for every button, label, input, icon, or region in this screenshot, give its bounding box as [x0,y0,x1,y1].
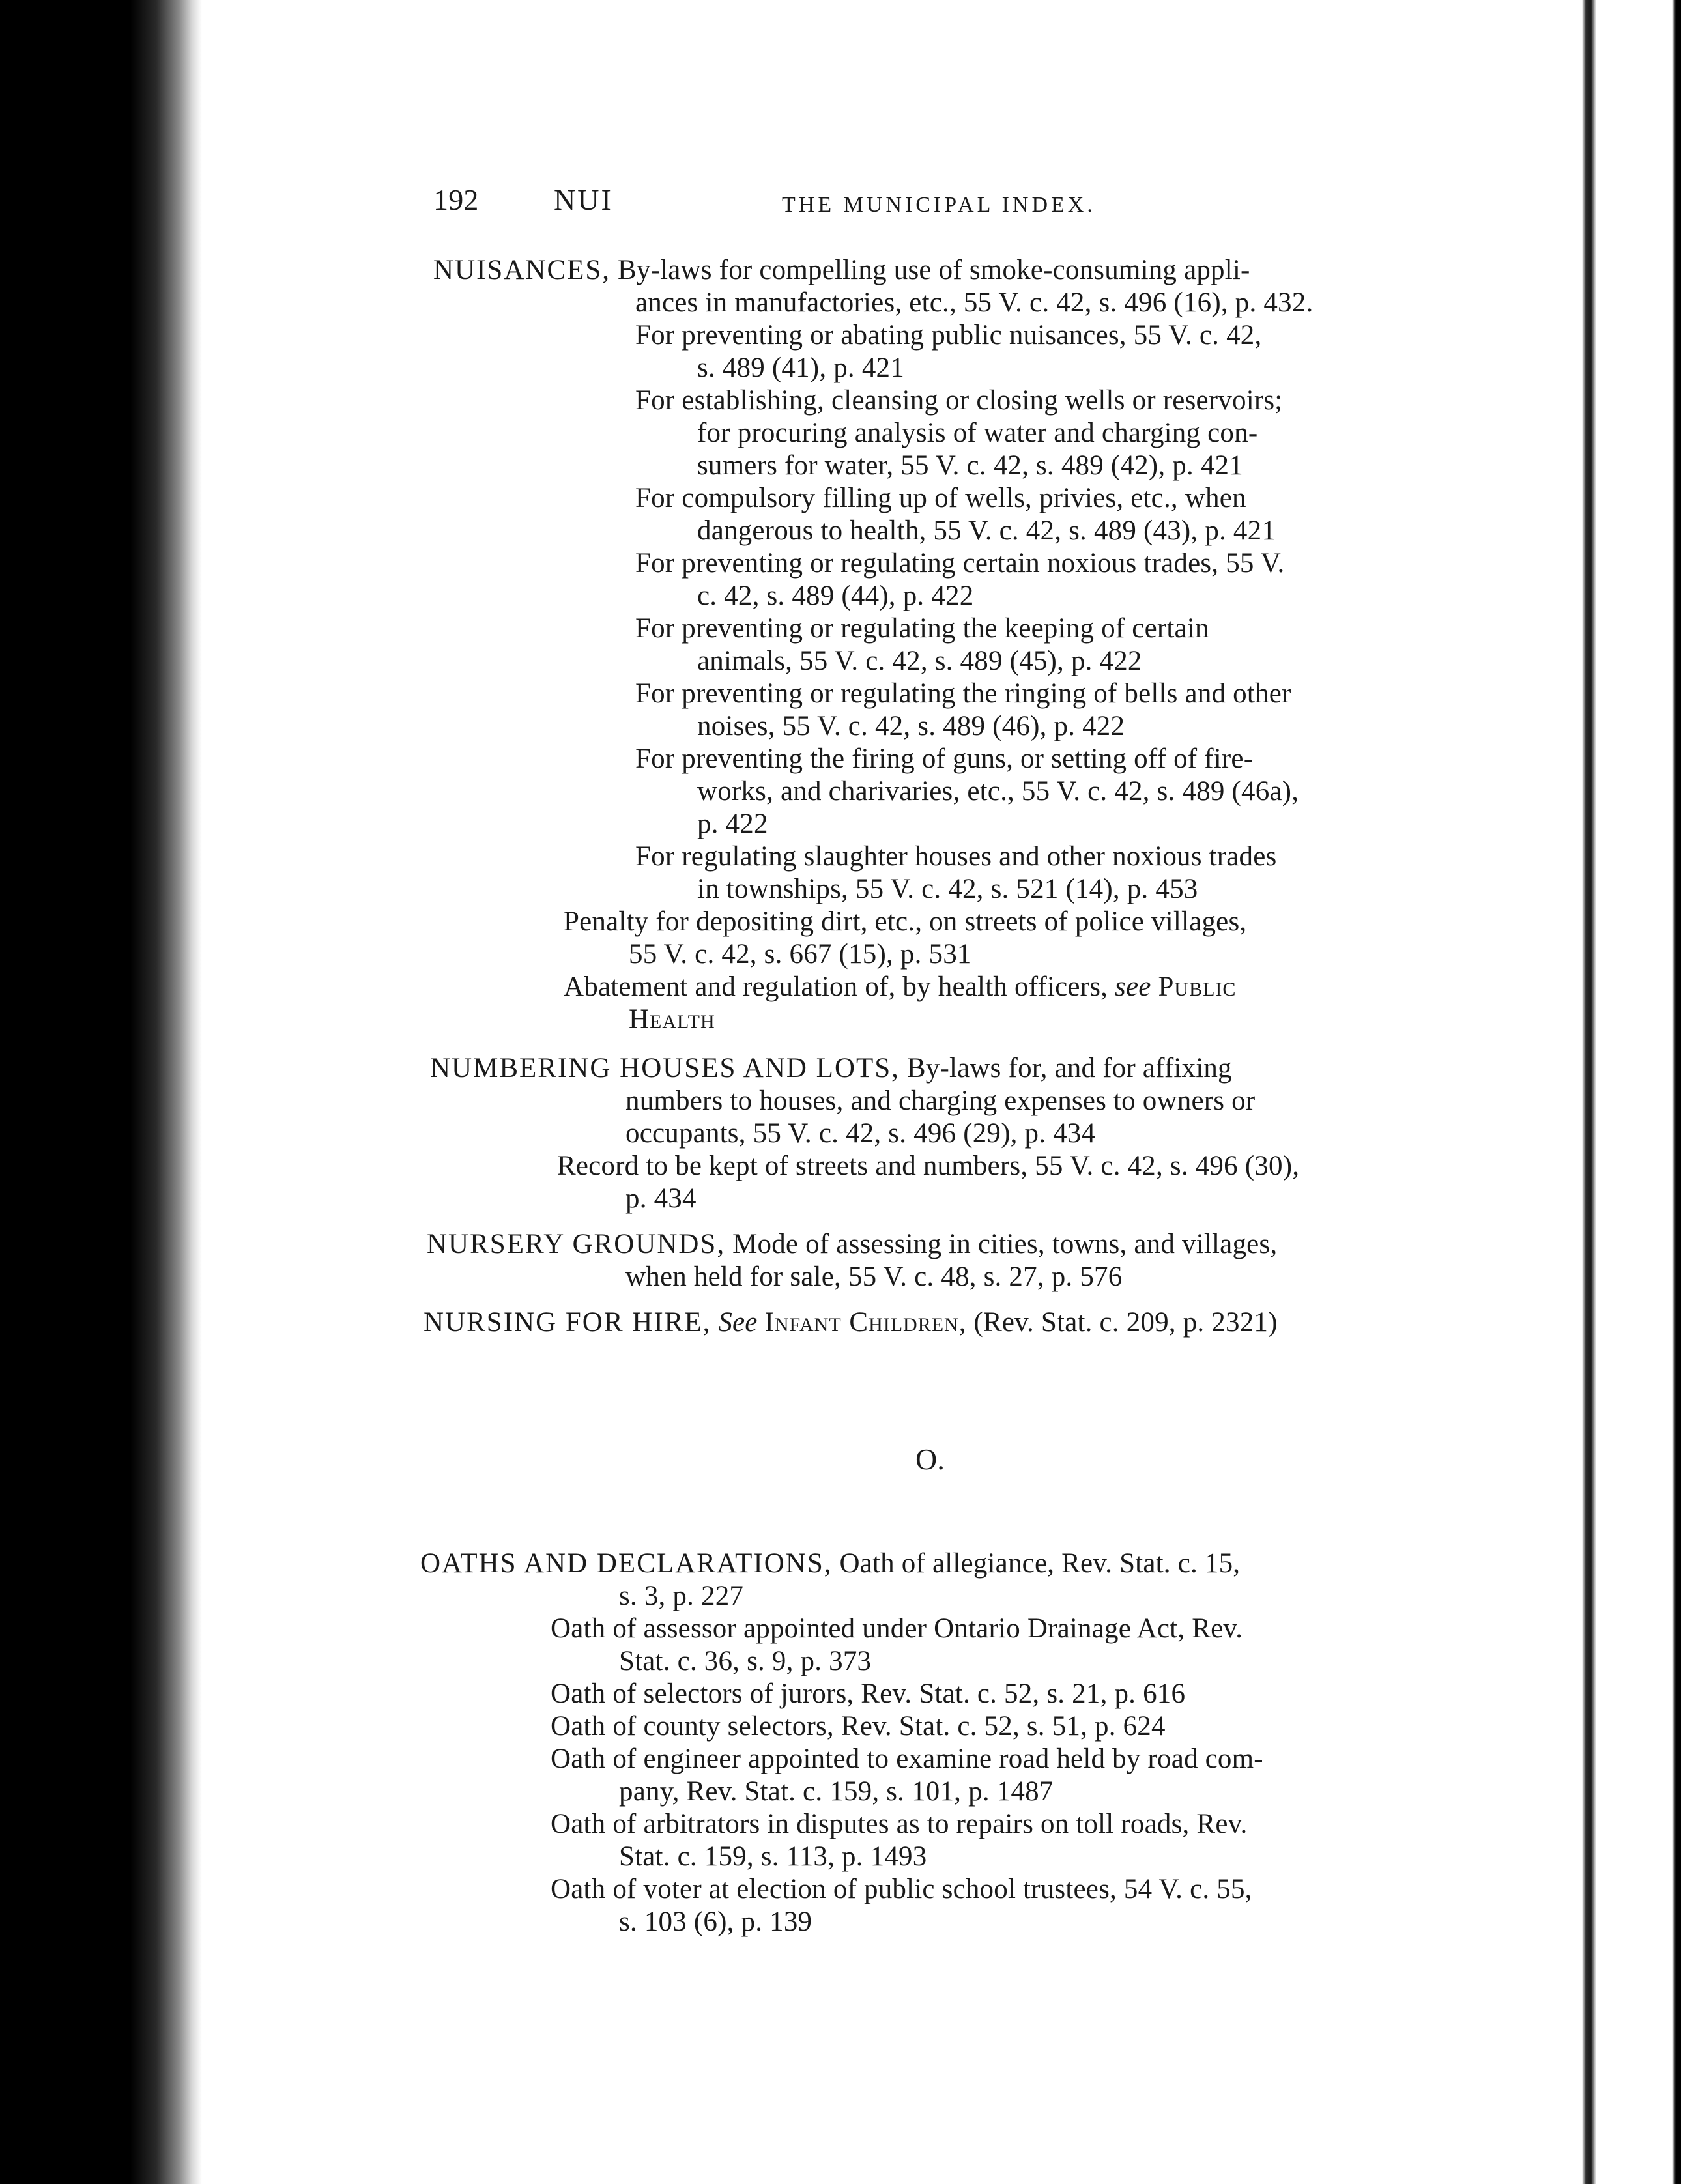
sub-entry-line: Stat. c. 36, s. 9, p. 373 [619,1646,872,1676]
sub-entry-line: p. 422 [697,809,768,839]
sub-entry-line: For preventing or regulating certain noxious trades, 55 V. [635,548,1285,579]
entry-line: s. 3, p. 227 [619,1581,744,1611]
sub-entry-line: For establishing, cleansing or closing wells or reservoirs; [635,385,1283,416]
sub-entry-line: For preventing the firing of guns, or setting off of fire- [635,743,1254,774]
entry-line: By-laws for compelling use of smoke-consuming appli- [618,255,1250,285]
see-reference: See [718,1307,758,1338]
sub-entry-line: works, and charivaries, etc., 55 V. c. 42, s. 489 (46a), [697,776,1299,807]
sub-entry-line: p. 434 [625,1183,697,1214]
sub-entry-line: noises, 55 V. c. 42, s. 489 (46), p. 422 [697,711,1125,741]
entry-line: ances in manufactories, etc., 55 V. c. 42, s. 496 (16), p. 432. [635,287,1314,318]
entry-heading: NURSERY GROUNDS, [427,1229,726,1259]
entry-line: Oath of allegiance, Rev. Stat. c. 15, [839,1548,1241,1579]
sub-entry-line: Stat. c. 159, s. 113, p. 1493 [619,1841,927,1872]
entry-line: Mode of assessing in cities, towns, and villages, [732,1229,1278,1259]
sub-entry-line: Record to be kept of streets and numbers, 55 V. c. 42, s. 496 (30), [557,1151,1300,1181]
sub-entry-line: For preventing or regulating the ringing of bells and other [635,678,1291,709]
sub-entry-line: For compulsory filling up of wells, privies, etc., when [635,483,1246,513]
header-key: NUI [554,183,613,216]
sub-entry-line: pany, Rev. Stat. c. 159, s. 101, p. 1487 [619,1776,1054,1807]
sub-entry-line: Abatement and regulation of, by health officers, [564,971,1108,1002]
sub-entry-line: dangerous to health, 55 V. c. 42, s. 489 (43), p. 421 [697,515,1276,546]
cross-reference: Health [629,1004,715,1035]
entry-heading: NUMBERING HOUSES AND LOTS, [430,1053,900,1084]
sub-entry-line: Oath of arbitrators in disputes as to repairs on toll roads, Rev. [551,1809,1248,1839]
sub-entry-line: s. 489 (41), p. 421 [697,352,904,383]
entry-line: By-laws for, and for affixing [906,1053,1232,1084]
sub-entry-line: s. 103 (6), p. 139 [619,1906,812,1937]
sub-entry-line: 55 V. c. 42, s. 667 (15), p. 531 [629,939,971,970]
sub-entry-line: For preventing or abating public nuisances, 55 V. c. 42, [635,320,1262,351]
sub-entry-line: animals, 55 V. c. 42, s. 489 (45), p. 422 [697,646,1142,676]
sub-entry-line: Oath of voter at election of public school trustees, 54 V. c. 55, [551,1874,1252,1904]
entry-line: numbers to houses, and charging expenses to owners or [625,1085,1256,1116]
sub-entry-line: Oath of engineer appointed to examine road held by road com- [551,1744,1263,1774]
sub-entry-line: Oath of selectors of jurors, Rev. Stat. c. 52, s. 21, p. 616 [551,1678,1186,1709]
page-number: 192 [433,183,479,216]
entry-line: when held for sale, 55 V. c. 48, s. 27, p. 576 [625,1261,1123,1292]
entry-line: occupants, 55 V. c. 42, s. 496 (29), p. 434 [625,1118,1096,1149]
cross-reference: Public [1158,971,1237,1002]
entry-heading: NUISANCES, [433,255,611,285]
sub-entry-line: Oath of county selectors, Rev. Stat. c. 52, s. 51, p. 624 [551,1711,1166,1742]
sub-entry-line: c. 42, s. 489 (44), p. 422 [697,581,974,611]
sub-entry-line: For regulating slaughter houses and other noxious trades [635,841,1277,872]
sub-entry-line: Penalty for depositing dirt, etc., on streets of police villages, [564,906,1247,937]
section-letter: O. [915,1443,945,1476]
entry-heading: OATHS AND DECLARATIONS, [420,1548,833,1579]
entry-heading: NURSING FOR HIRE, [424,1307,711,1338]
cross-reference: Infant Children, [764,1307,967,1338]
sub-entry-line: Oath of assessor appointed under Ontario Drainage Act, Rev. [551,1613,1243,1644]
sub-entry-line: sumers for water, 55 V. c. 42, s. 489 (42), p. 421 [697,450,1243,481]
see-reference: see [1115,971,1151,1002]
running-header [433,184,1476,223]
header-title: THE MUNICIPAL INDEX. [782,193,1096,217]
sub-entry-line: for procuring analysis of water and charging con- [697,418,1258,448]
sub-entry-line: For preventing or regulating the keeping of certain [635,613,1209,644]
entry-line: (Rev. Stat. c. 209, p. 2321) [973,1307,1278,1338]
sub-entry-line: in townships, 55 V. c. 42, s. 521 (14), p. 453 [697,874,1198,904]
